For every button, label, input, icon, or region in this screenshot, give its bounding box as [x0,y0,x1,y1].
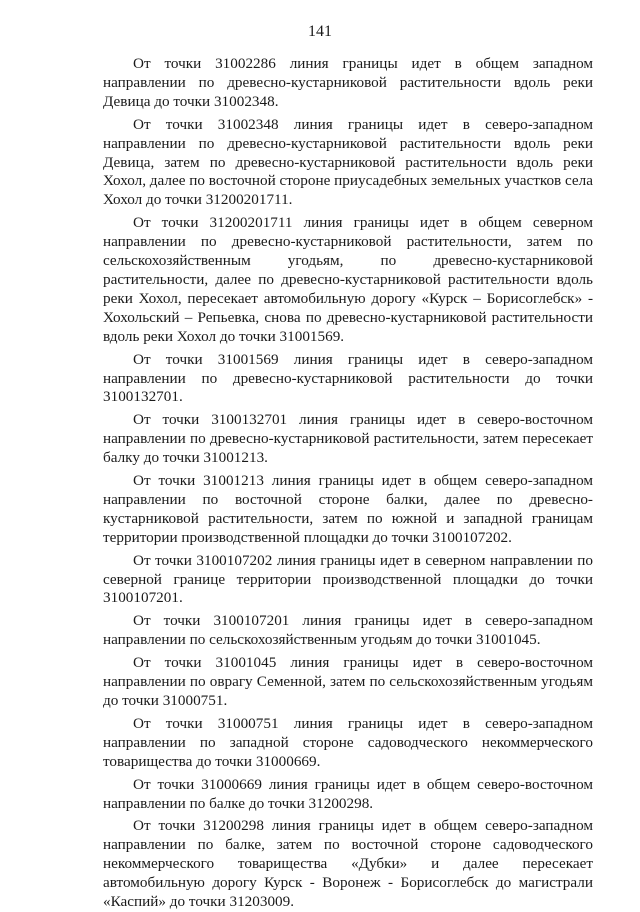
paragraph: От точки 31000669 линия границы идет в общем северо-восточном направлении по балке до точки 31200298. [103,775,593,812]
paragraph: От точки 31001045 линия границы идет в северо-восточном направлении по оврагу Семенной, затем по сельскохозяйственным угодьям до точки 31000751. [103,654,593,709]
paragraph: От точки 31200201711 линия границы идет в общем северном направлении по древесно-кустарниковой растительности, затем по сельскохозяйственным угодьям, по древесно-кустарниковой растительности, далее по древесно-кустарниковой растительности вдоль реки Хохол, пересекает автомобильную дорогу «Курск – Борисоглебск» - Хохольский – Репьевка, снова по древесно-кустарниковой растительности вдоль реки Хохол до точки 31001569. [103,214,593,345]
page-number: 141 [308,23,332,40]
paragraph: От точки 31200298 линия границы идет в общем северо-западном направлении по балке, затем по восточной стороне садоводческого некоммерческого товарищества «Дубки» и далее пересекает автомобильную дорогу Курск - Воронеж - Борисоглебск до магистрали «Каспий» до точки 31203009. [103,817,593,911]
paragraph: От точки 31001569 линия границы идет в северо-западном направлении по древесно-кустарниковой растительности до точки 3100132701. [103,350,593,406]
paragraph: От точки 3100107202 линия границы идет в северном направлении по северной границе территории производственной площадки до точки 3100107201. [103,551,593,607]
paragraph: От точки 3100132701 линия границы идет в северо-восточном направлении по древесно-кустарниковой растительности, затем пересекает балку до точки 31001213. [103,411,593,467]
paragraph: От точки 3100107201 линия границы идет в северо-западном направлении по сельскохозяйственным угодьям до точки 31001045. [103,612,593,649]
document-body [103,55,593,912]
paragraph: От точки 31000751 линия границы идет в северо-западном направлении по западной стороне садоводческого некоммерческого товарищества до точки 31000669. [103,714,593,770]
paragraph: От точки 31001213 линия границы идет в общем северо-западном направлении по восточной стороне балки, далее по древесно-кустарниковой растительности, затем по южной и западной границам территории производственной площадки до точки 3100107202. [103,472,593,546]
paragraph: От точки 31002348 линия границы идет в северо-западном направлении по древесно-кустарниковой растительности вдоль реки Девица, затем по древесно-кустарниковой растительности вдоль реки Хохол, далее по восточной стороне приусадебных земельных участков села Хохол до точки 31200201711. [103,115,593,209]
paragraph: От точки 31002286 линия границы идет в общем западном направлении по древесно-кустарниковой растительности вдоль реки Девица до точки 31002348. [103,55,593,110]
